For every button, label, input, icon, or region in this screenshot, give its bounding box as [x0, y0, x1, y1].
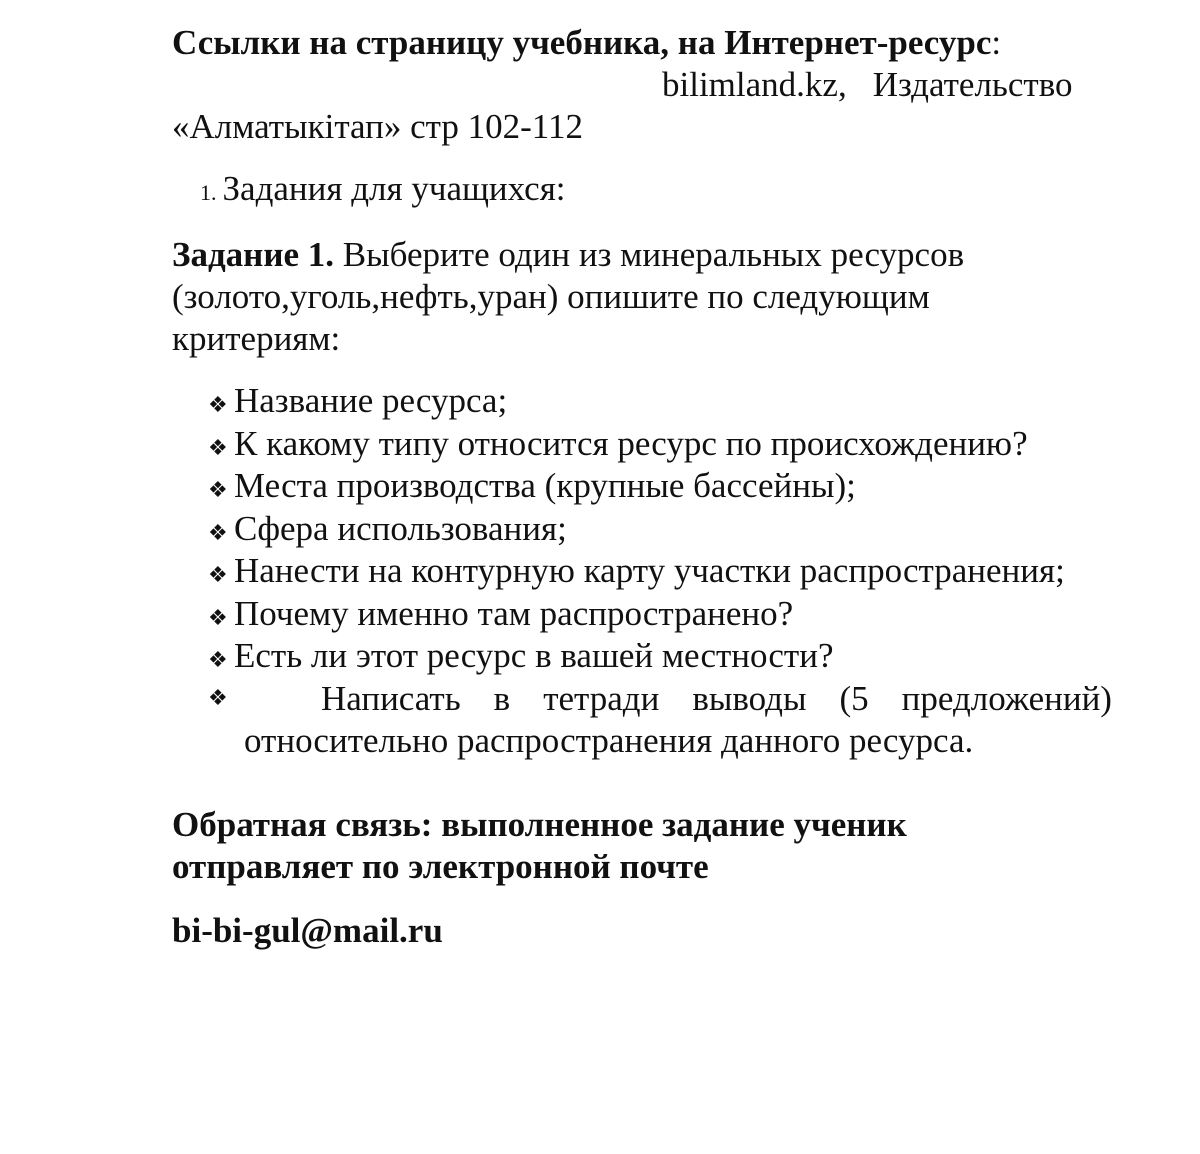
publisher-word: Издательство [872, 65, 1073, 104]
task-1 [172, 234, 1112, 360]
criteria-item-text: Почему именно там распространено? [234, 593, 794, 633]
diamond-bullet-icon: ❖ [208, 435, 228, 461]
criteria-last-row-1 [208, 678, 1112, 720]
criteria-item-text: Название ресурса; [234, 381, 508, 420]
tasks-section-heading [200, 168, 1112, 214]
links-heading-colon: : [991, 23, 1002, 62]
diamond-bullet-icon: ❖ [208, 520, 228, 546]
last-word: Написать [321, 678, 461, 718]
tasks-section-label: Задания для учащихся: [222, 169, 566, 208]
last-word: предложений) [901, 678, 1112, 718]
criteria-last-row-2: относительно распространения данного ресурса. [244, 720, 974, 760]
links-heading-bold: Ссылки на страницу учебника, на Интернет-ресурс [172, 23, 992, 62]
list-item [208, 678, 1112, 762]
publisher-line: «Алматыкітап» стр 102-112 [172, 107, 583, 146]
email-address[interactable]: bi-bi-gul@mail.ru [172, 910, 443, 950]
document-page [172, 22, 1112, 952]
site-link[interactable]: bilimland.kz, [662, 65, 847, 104]
feedback-line-2: отправляет по электронной почте [172, 846, 709, 886]
task-1-line-3: критериям: [172, 319, 341, 358]
diamond-bullet-icon: ❖ [208, 648, 228, 673]
criteria-list [208, 380, 1112, 762]
links-site-row [172, 64, 1112, 106]
criteria-item-text: Нанести на контурную карту участки распространения; [234, 551, 1065, 590]
list-item [208, 508, 1112, 551]
task-1-text-1: Выберите один из минеральных ресурсов [334, 235, 965, 274]
links-heading [172, 22, 1112, 64]
last-word: в [493, 678, 511, 718]
criteria-item-text: Есть ли этот ресурс в вашей местности? [234, 636, 834, 675]
list-item [208, 465, 1112, 508]
diamond-bullet-icon: ❖ [208, 605, 228, 631]
criteria-item-text: Сфера использования; [234, 508, 567, 548]
list-item [208, 380, 1112, 423]
links-block [172, 22, 1112, 148]
task-1-line-1 [172, 234, 1112, 276]
feedback-block [172, 804, 1112, 888]
diamond-bullet-icon: ❖ [208, 393, 228, 418]
task-1-line-2: (золото,уголь,нефть,уран) опишите по следующим [172, 277, 930, 316]
diamond-bullet-icon: ❖ [208, 478, 228, 503]
last-word: (5 [839, 678, 869, 718]
list-number: 1. [200, 180, 217, 205]
last-word: тетради [543, 678, 660, 718]
criteria-item-text: Места производства (крупные бассейны); [234, 466, 856, 505]
feedback-line-1: Обратная связь: выполненное задание ученик [172, 804, 907, 844]
list-item [208, 635, 1112, 678]
last-word: выводы [692, 678, 807, 718]
criteria-item-text: К какому типу относится ресурс по происхождению? [234, 423, 1028, 463]
diamond-bullet-icon: ❖ [208, 685, 228, 711]
list-item [208, 423, 1112, 466]
diamond-bullet-icon: ❖ [208, 563, 228, 588]
list-item [208, 550, 1112, 593]
task-1-title: Задание 1. [172, 235, 335, 274]
list-item [208, 593, 1112, 636]
